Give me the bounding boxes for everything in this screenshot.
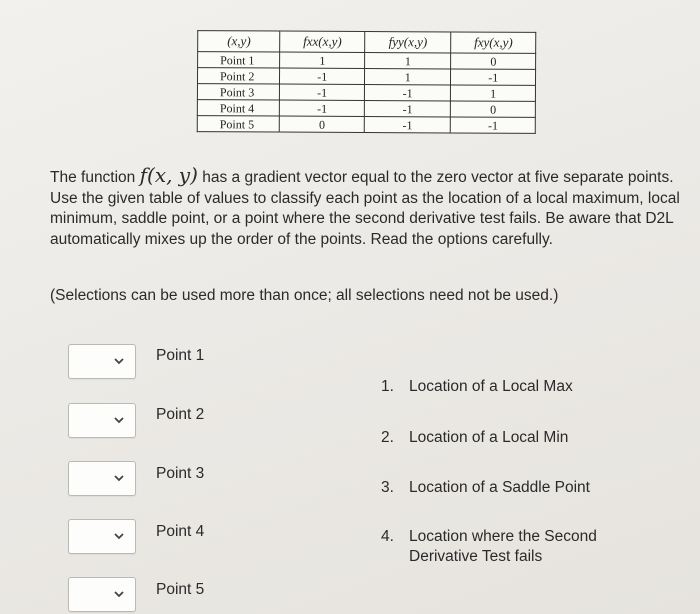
option-number: 3. [381,479,394,496]
option-number: 1. [381,378,394,395]
row-label: Point 3 [197,84,280,100]
point-5-select[interactable] [68,577,136,612]
row-label: Point 1 [198,52,281,68]
cell-fyy: -1 [364,84,451,100]
point-1-label: Point 1 [156,347,205,364]
header-fxy: fxy(x,y) [451,32,536,53]
row-label: Point 5 [197,116,280,132]
option-item [381,377,573,397]
cell-fyy: -1 [364,100,451,116]
header-xy: (x,y) [198,31,281,52]
option-item [381,428,568,448]
table-row [198,52,536,70]
cell-fxy: 0 [451,53,536,69]
chevron-down-icon [113,473,125,483]
point-4-label: Point 4 [156,523,205,540]
cell-fxy: -1 [451,117,536,133]
table-row [197,84,535,102]
option-text-line: Derivative Test fails [409,548,543,565]
point-2-select[interactable] [68,403,136,438]
option-item [381,478,590,498]
question-text [50,165,680,250]
option-number: 4. [381,528,394,545]
cell-fxx: -1 [280,84,365,100]
point-4-select[interactable] [68,519,136,554]
header-fyy: fyy(x,y) [365,31,452,52]
option-text [409,527,597,567]
point-3-label: Point 3 [156,465,205,482]
cell-fxx: -1 [280,100,365,116]
table-header-row [198,31,536,54]
values-table [197,30,537,134]
cell-fxy: -1 [451,69,536,85]
table-row [197,116,535,134]
point-2-label: Point 2 [156,406,205,423]
cell-fxx: 0 [280,116,365,132]
option-text-line: Location where the Second [409,528,597,545]
option-text: Location of a Saddle Point [409,479,590,496]
function-notation: f(x, y) [139,163,198,187]
table-row [197,68,535,86]
point-1-select[interactable] [68,344,136,379]
chevron-down-icon [113,531,125,541]
cell-fxx: -1 [280,68,365,84]
option-item [381,527,597,567]
question-body: has a gradient vector equal to the zero vector at five separate points. Use the given table of values to classify each point as the location of a local maximum, local minimum, saddle point, or a point where the second derivative test fails. Be aware that D2L automatically mixes up the order of the points. Read the options carefully. [50,169,680,248]
cell-fxx: 1 [280,52,365,68]
option-number: 2. [381,429,394,446]
cell-fyy: 1 [365,52,452,68]
point-5-label: Point 5 [156,581,205,598]
cell-fyy: -1 [364,116,451,132]
cell-fxy: 0 [451,101,536,117]
table-row [197,100,535,118]
chevron-down-icon [113,415,125,425]
row-label: Point 4 [197,100,280,116]
point-3-select[interactable] [68,461,136,496]
cell-fyy: 1 [364,68,451,84]
chevron-down-icon [113,589,125,599]
row-label: Point 2 [197,68,280,84]
question-prefix: The function [50,169,140,186]
chevron-down-icon [113,356,125,366]
option-text: Location of a Local Max [409,378,573,395]
option-text: Location of a Local Min [409,429,569,446]
header-fxx: fxx(x,y) [280,31,365,52]
cell-fxy: 1 [451,85,536,101]
selection-note: (Selections can be used more than once; all selections need not be used.) [50,287,559,304]
